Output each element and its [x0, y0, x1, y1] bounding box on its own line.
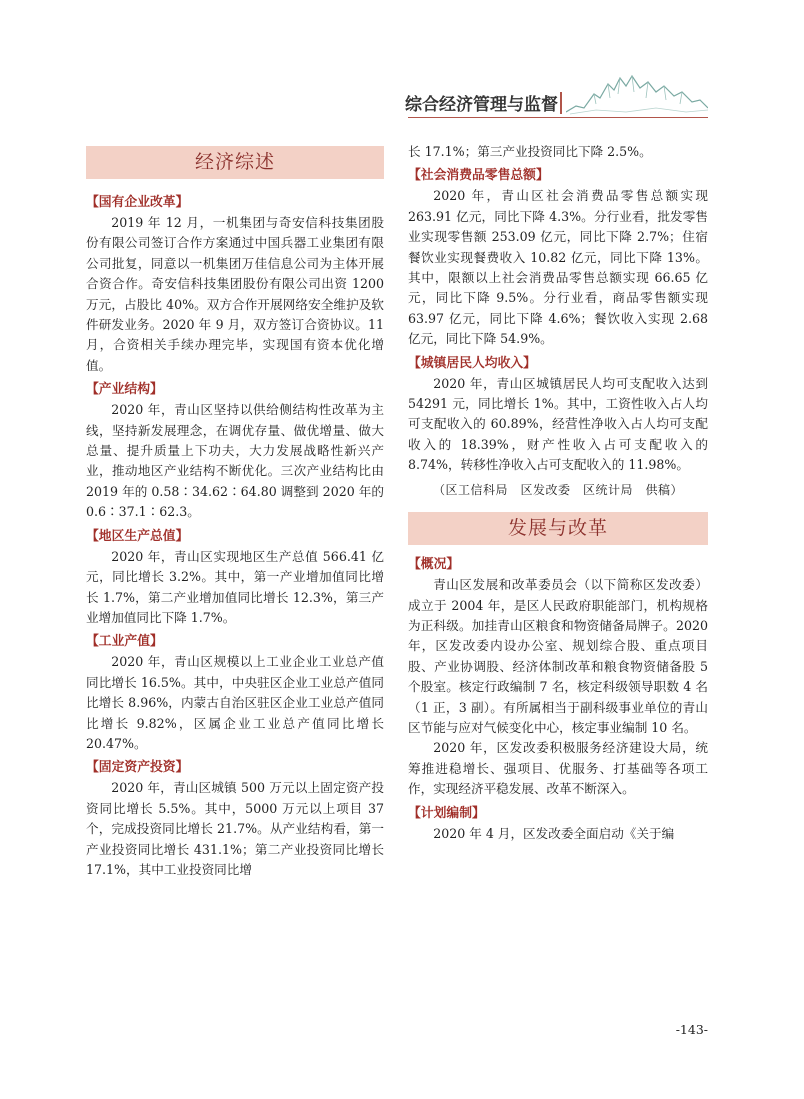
- paragraph: 2020 年，青山区社会消费品零售总额实现 263.91 亿元，同比下降 4.3%。分行业看，批发零售业实现零售额 253.09 亿元，同比下降 2.7%；住宿餐饮业实现餐费收入 10.82 亿元，同比下降 13%。其中，限额以上社会消费品零售总额实现 66.65 亿元，同比下降 9.5%。分行业看，商品零售额实现 63.97 亿元，同比下降 4.6%；餐饮收入实现 2.68 亿元，同比下降 54.9%。: [408, 188, 708, 347]
- section-heading: 【计划编制】: [408, 805, 485, 821]
- paragraph: 2020 年，青山区规模以上工业企业工业总产值同比增长 16.5%。其中，中央驻区企业工业总产值同比增长 8.96%，内蒙古自治区驻区企业工业总产值同比增长 9.82%，区属企业工业总产值同比增长 20.47%。: [86, 654, 384, 751]
- header-separator-bar: [560, 92, 562, 114]
- running-header-title: 综合经济管理与监督: [405, 95, 558, 115]
- source-credit: （区工信科局 区发改委 区统计局 供稿）: [432, 482, 683, 497]
- paragraph: 2020 年，青山区城镇 500 万元以上固定资产投资同比增长 5.5%。其中，5000 万元以上项目 37 个，完成投资同比增长 21.7%。从产业结构看，第一产业投资同比增长 431.1%；第二产业投资同比增长 17.1%，其中工业投资同比增: [86, 780, 384, 877]
- section-banner-economic-overview: 经济综述: [86, 146, 384, 179]
- section-urban-income: [408, 354, 708, 476]
- section-heading: 【产业结构】: [86, 382, 163, 398]
- paragraph: 2020 年，区发改委积极服务经济建设大局，统筹推进稳增长、强项目、优服务、打基础等各项工作，实现经济平稳发展、改革不断深入。: [408, 740, 708, 797]
- page-number: -143-: [675, 1022, 708, 1037]
- section-industrial-structure: [86, 380, 384, 522]
- section-banner-development-reform: 发展与改革: [408, 512, 708, 545]
- paragraph: 青山区发展和改革委员会（以下简称区发改委）成立于 2004 年，是区人民政府职能部门，机构规格为正科级。加挂青山区粮食和物资储备局牌子。2020 年，区发改委内设办公室、规划综合股、重点项目股、产业协调股、经济体制改革和粮食物资储备股 5 个股室。核定行政编制 7 名，核定科级领导职数 4 名（1 正，3 副）。有所属相当于副科级事业单位的青山区节能与应对气候变化中心，核定事业编制 10 名。: [408, 577, 708, 735]
- left-column: [86, 142, 384, 880]
- section-heading: 【国有企业改革】: [86, 195, 189, 210]
- section-industrial-output: [86, 632, 384, 754]
- right-column: [408, 142, 708, 844]
- section-heading: 【固定资产投资】: [86, 760, 189, 776]
- paragraph: 2019 年 12 月，一机集团与奇安信科技集团股份有限公司签订合作方案通过中国兵器工业集团有限公司批复，同意以一机集团万佳信息公司为主体开展合资合作。奇安信科技集团股份有限公司出资 1200 万元，占股比 40%。双方合作开展网络安全维护及软件研发业务。2020 年 9 月，双方签订合资协议。11 月，合资相关手续办理完毕，实现国有资本优化增值。: [86, 215, 384, 373]
- section-heading: 【工业产值】: [86, 634, 163, 650]
- section-retail-sales: [408, 166, 708, 349]
- section-plan-compilation: [408, 804, 708, 844]
- paragraph: 2020 年，青山区坚持以供给侧结构性改革为主线，坚持新发展理念，在调优存量、做优增量、做大总量、提升质量上下功夫，大力发展战略性新兴产业，推动地区产业结构不断优化。三次产业结构比由 2019 年的 0.58∶34.62∶64.80 调整到 2020 年的 0.6∶37.1∶62.3。: [86, 402, 384, 520]
- section-overview: [408, 555, 708, 799]
- paragraph: 2020 年，青山区城镇居民人均可支配收入达到 54291 元，同比增长 1%。其中，工资性收入占人均可支配收入的 60.89%，经营性净收入占人均可支配收入的 18.39%，财产性收入占可支配收入的 8.74%，转移性净收入占可支配收入的 11.98%。: [408, 375, 708, 473]
- continued-paragraph: 长 17.1%；第三产业投资同比下降 2.5%。: [408, 144, 652, 159]
- mountain-sketch-icon: [566, 68, 708, 118]
- section-heading: 【概况】: [408, 557, 460, 573]
- header-rule: [408, 117, 708, 118]
- section-state-enterprise-reform: [86, 193, 384, 376]
- paragraph: 2020 年，青山区实现地区生产总值 566.41 亿元，同比增长 3.2%。其中，第一产业增加值同比增长 1.7%，第二产业增加值同比增长 12.3%，第三产业增加值同比下降 1.7%。: [86, 548, 384, 625]
- paragraph: 2020 年 4 月，区发改委全面启动《关于编: [433, 825, 675, 841]
- section-fixed-asset-investment: [86, 758, 384, 880]
- section-heading: 【社会消费品零售总额】: [408, 168, 549, 184]
- section-gdp: [86, 527, 384, 629]
- section-heading: 【地区生产总值】: [86, 528, 189, 544]
- section-heading: 【城镇居民人均收入】: [408, 355, 536, 371]
